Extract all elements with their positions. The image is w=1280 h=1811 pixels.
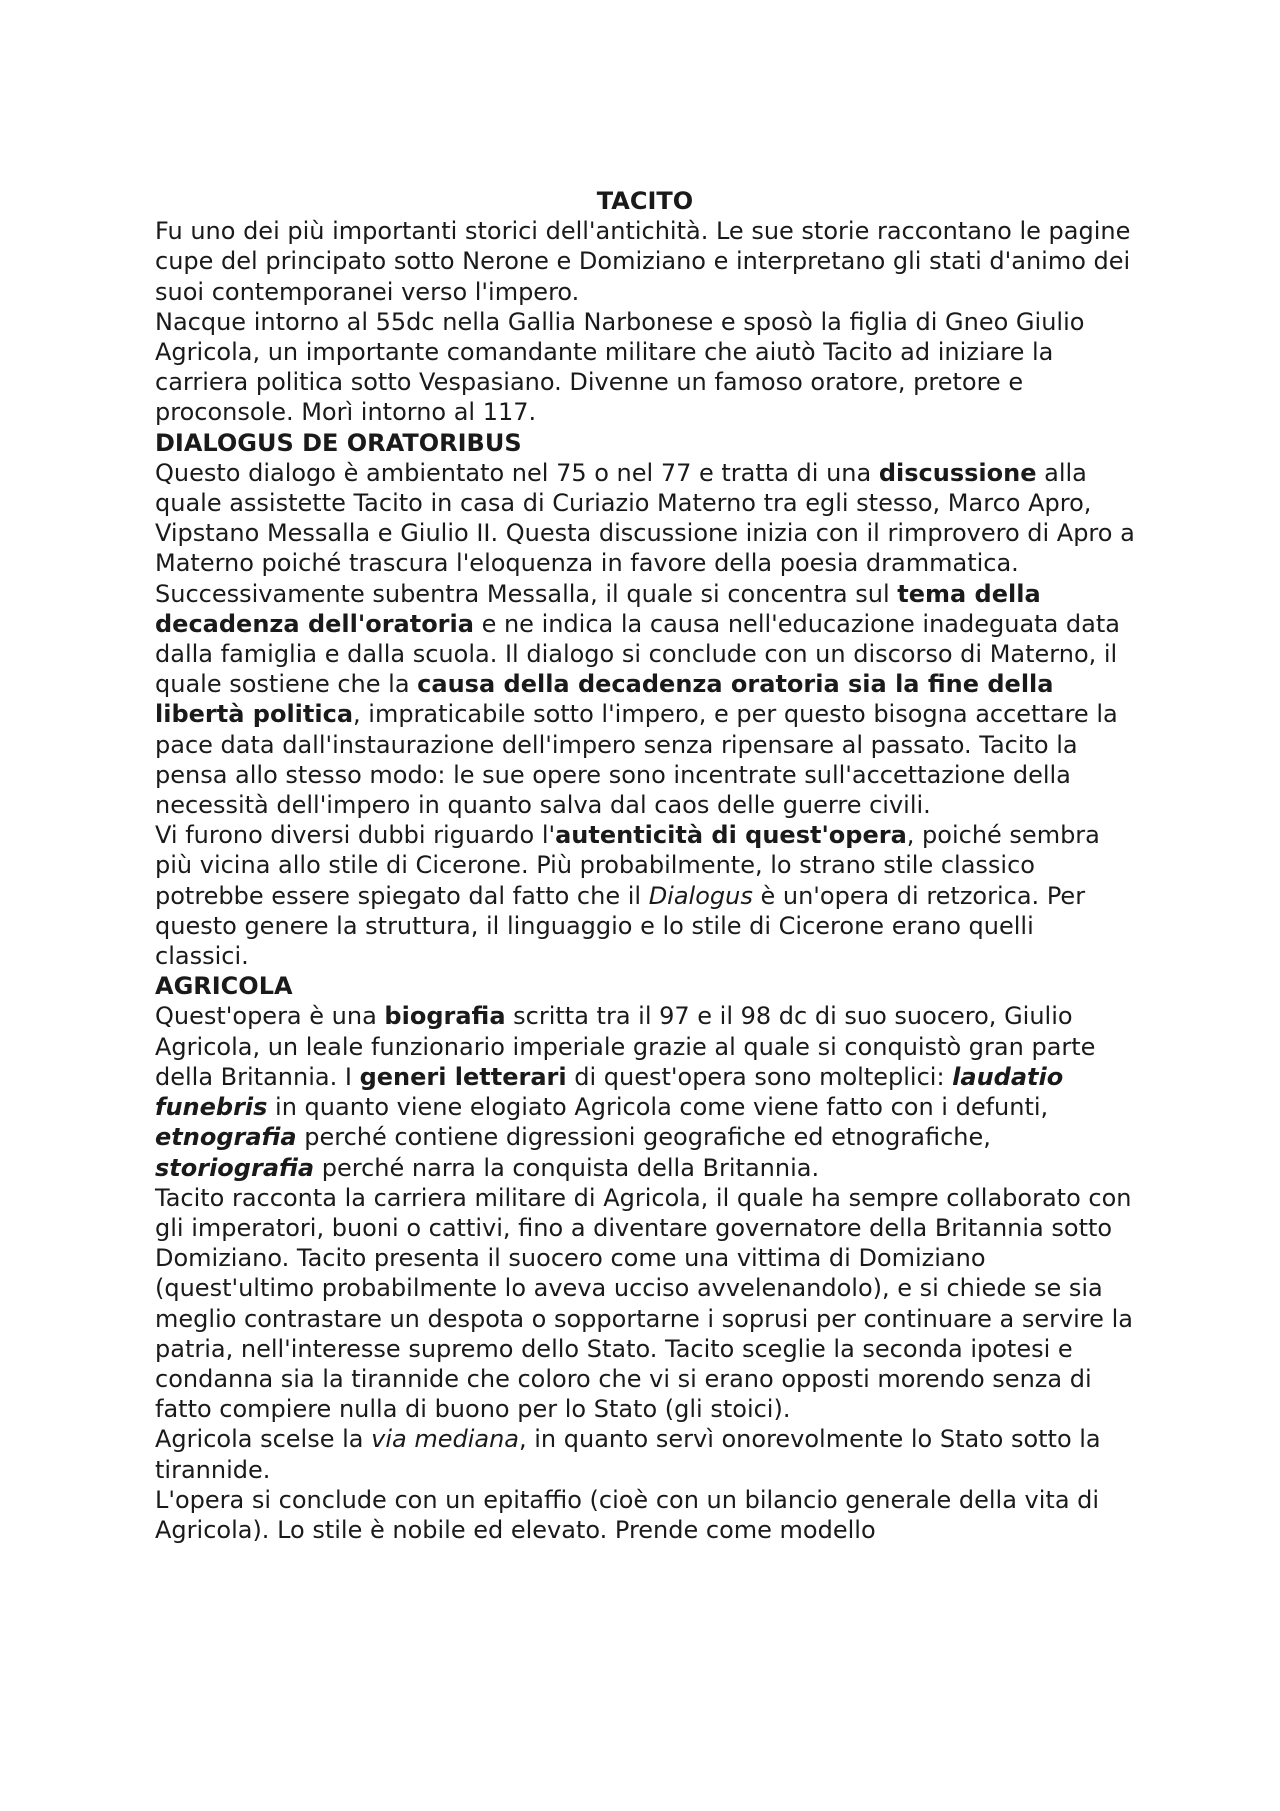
bold-italic-run: laudatio funebris [155,1062,1064,1122]
text-run: Vi furono diversi dubbi riguardo l' [155,821,556,850]
text-run: , impraticabile sotto l'impero, e per questo bisogna accettare la pace data dall'instaurazione dell'impero senza ripensare al passato. Tacito la pensa allo stesso modo: le sue opere sono incentrate sull'accettazione della necessità dell'impero in quanto salva dal caos delle guerre civili. [155,700,1118,820]
text-run: perché narra la conquista della Britannia. [314,1153,820,1182]
section-heading-dialogus: DIALOGUS DE ORATORIBUS [155,428,522,457]
bold-run: causa della decadenza oratoria sia la fine della libertà politica [155,670,1054,729]
agricola-paragraph-4: L'opera si conclude con un epitaffio (cioè con un bilancio generale della vita di Agricola). Lo stile è nobile ed elevato. Prende come modello [155,1485,1100,1544]
document-title: TACITO [596,187,694,215]
text-run: e ne indica la causa nell'educazione inadeguata data dalla famiglia e dalla scuola. Il dialogo si conclude con un discorso di Materno, il quale sostiene che la [155,609,1120,699]
dialogus-paragraph-2 [155,820,1135,971]
section-heading-agricola: AGRICOLA [155,972,293,1001]
intro-paragraph-2: Nacque intorno al 55dc nella Gallia Narbonese e sposò la figlia di Gneo Giulio Agricola, un importante comandante militare che aiutò Tacito ad iniziare la carriera politica sotto Vespasiano. Divenne un famoso oratore, pretore e proconsole. Morì intorno al 117. [155,307,1085,427]
agricola-paragraph-3 [155,1424,1135,1484]
bold-run: generi letterari [359,1062,567,1091]
document-body [155,186,1135,1545]
text-run: di quest'opera sono molteplici: [566,1062,953,1091]
bold-run: biografia [384,1002,506,1031]
bold-run: discussione [878,458,1037,487]
text-run: perché contiene digressioni geografiche ed etnografiche, [296,1123,991,1152]
bold-italic-run: storiografia [155,1153,315,1182]
text-run: in quanto viene elogiato Agricola come viene fatto con i defunti, [267,1093,1049,1122]
bold-run: tema della decadenza dell'oratoria [155,579,1041,638]
agricola-paragraph-2: Tacito racconta la carriera militare di Agricola, il quale ha sempre collaborato con gli imperatori, buoni o cattivi, fino a diventare governatore della Britannia sotto Domiziano. Tacito presenta il suocero come una vittima di Domiziano (quest'ultimo probabilmente lo aveva ucciso avvelenandolo), e si chiede se sia meglio contrastare un despota o sopportarne i soprusi per continuare a servire la patria, nell'interesse supremo dello Stato. Tacito sceglie la seconda ipotesi e condanna sia la tirannide che coloro che vi si erano opposti morendo senza di fatto compiere nulla di buono per lo Stato (gli stoici). [155,1183,1133,1424]
text-run: , in quanto servì onorevolmente lo Stato sotto la tirannide. [155,1425,1101,1484]
text-run: , poiché sembra più vicina allo stile di Cicerone. Più probabilmente, lo strano stile classico potrebbe essere spiegato dal fatto che il [155,821,1100,910]
agricola-paragraph-1 [155,1001,1135,1182]
text-run: scritta tra il 97 e il 98 dc di suo suocero, Giulio Agricola, un leale funzionario imperiale grazie al quale si conquistò gran parte della Britannia. I [155,1002,1096,1091]
text-run: Agricola scelse la [155,1425,372,1454]
text-run: alla quale assistette Tacito in casa di Curiazio Materno tra egli stesso, Marco Apro, Vipstano Messalla e Giulio II. Questa discussione inizia con il rimprovero di Apro a Materno poiché trascura l'eloquenza in favore della poesia drammatica. Successivamente subentra Messalla, il quale si concentra sul [155,458,1135,608]
text-run: Questo dialogo è ambientato nel 75 o nel 77 e tratta di una [155,458,879,487]
text-run: Quest'opera è una [155,1002,385,1031]
italic-run: Dialogus [648,881,753,910]
text-run: è un'opera di retzorica. Per questo genere la struttura, il linguaggio e lo stile di Cicerone erano quelli classici. [155,881,1086,971]
italic-run: via mediana [371,1425,519,1454]
intro-paragraph-1: Fu uno dei più importanti storici dell'antichità. Le sue storie raccontano le pagine cupe del principato sotto Nerone e Domiziano e interpretano gli stati d'animo dei suoi contemporanei verso l'impero. [155,217,1131,306]
dialogus-paragraph-1 [155,458,1135,820]
bold-italic-run: etnografia [155,1123,297,1152]
bold-run: autenticità di quest'opera [555,821,907,850]
